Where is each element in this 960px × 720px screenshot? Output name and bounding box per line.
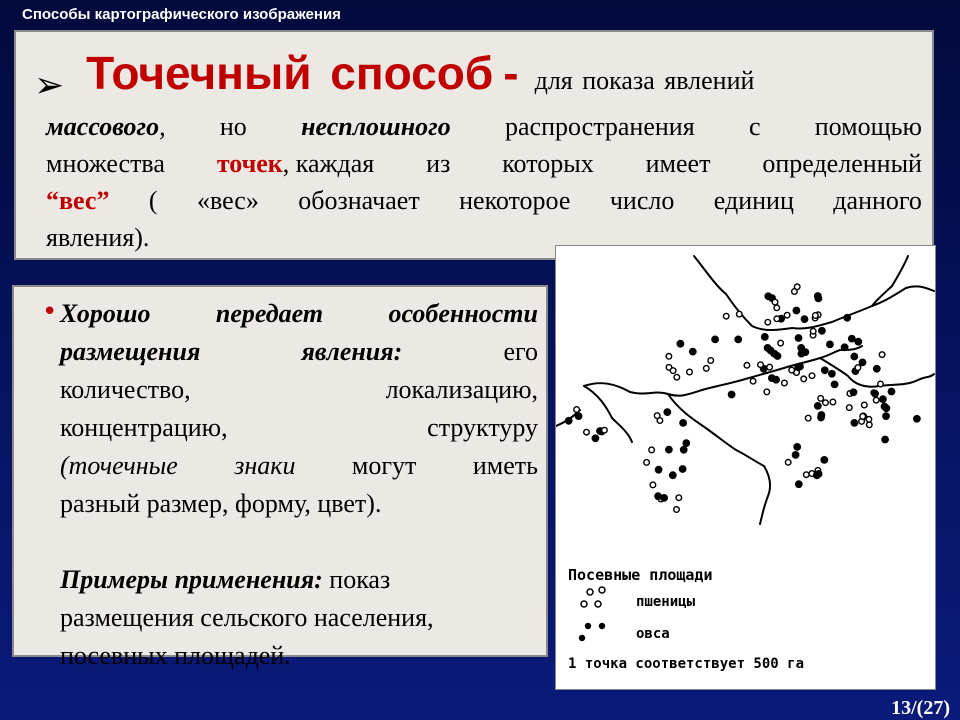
word: его — [503, 337, 538, 366]
oats-dot — [566, 418, 572, 424]
oats-dot — [883, 405, 889, 411]
word: структуру — [427, 413, 538, 442]
word: некоторое — [459, 186, 571, 215]
properties-box — [12, 285, 548, 670]
word: локализацию, — [385, 375, 538, 404]
slide-title: Точечный способ — [86, 47, 494, 99]
wheat-dot — [723, 313, 729, 319]
oats-dot — [728, 391, 734, 397]
wheat-dot — [789, 367, 795, 373]
oats-dot — [677, 341, 683, 347]
oats-dot — [815, 295, 821, 301]
prop-line-1 — [60, 295, 538, 333]
wheat-dot — [784, 312, 790, 318]
oats-dot — [793, 307, 799, 313]
wheat-dot — [774, 305, 780, 311]
word: количество, — [60, 375, 191, 404]
wheat-dot — [708, 358, 714, 364]
word: обозначает — [298, 186, 420, 215]
oats-dot — [819, 328, 825, 334]
desc-line-1 — [46, 108, 922, 145]
word: иметь — [472, 451, 538, 480]
oats-dot — [815, 403, 821, 409]
oats-dot — [680, 420, 686, 426]
word: но — [219, 112, 247, 141]
word: концентрацию, — [60, 413, 228, 442]
word: передает — [215, 299, 324, 328]
oats-dot — [794, 444, 800, 450]
wheat-dot — [860, 414, 866, 420]
wheat-dot — [767, 364, 773, 370]
prop-line-2 — [60, 333, 538, 371]
wheat-dot — [810, 328, 816, 334]
examples-label: Примеры применения: — [60, 565, 323, 594]
oats-dot — [683, 440, 689, 446]
wheat-dot — [654, 413, 660, 419]
wheat-dot — [855, 365, 861, 371]
word: «вес» — [196, 186, 259, 215]
oats-dot — [655, 493, 661, 499]
wheat-dot — [847, 405, 853, 411]
oats-dot — [851, 353, 857, 359]
wheat-dot — [644, 460, 650, 466]
oats-dot — [773, 377, 779, 383]
wheat-dot — [649, 447, 655, 453]
word: , каждая — [282, 149, 375, 178]
word: распространения — [505, 112, 695, 141]
oats-dot — [882, 436, 888, 442]
wheat-dot — [650, 482, 656, 488]
word: разный размер, форму, цвет). — [60, 489, 382, 518]
oats-dot — [818, 414, 824, 420]
oats-dot — [798, 350, 804, 356]
word: явления: — [301, 337, 403, 366]
oats-dot — [666, 446, 672, 452]
definition-box — [14, 30, 934, 260]
word: (точечные — [60, 451, 178, 480]
filled-dots-symbol-icon — [568, 616, 628, 648]
wheat-dot — [674, 374, 680, 380]
wheat-dot — [867, 422, 873, 428]
wheat-dot — [778, 340, 784, 346]
arrow-bullet-icon: ➢ — [34, 64, 65, 106]
oats-dot — [764, 345, 770, 351]
oats-dot — [795, 364, 801, 370]
oats-dot — [872, 391, 878, 397]
word: особенности — [388, 299, 538, 328]
wheat-dot — [794, 284, 800, 290]
wheat-dot — [750, 378, 756, 384]
word: определенный — [762, 149, 922, 178]
wheat-dot — [804, 472, 810, 478]
oats-dot — [792, 452, 798, 458]
desc-line-2 — [46, 145, 922, 182]
oats-dot — [771, 351, 777, 357]
word: множества — [46, 149, 165, 178]
wheat-dot — [809, 373, 815, 379]
term-weight: “вес” — [46, 186, 110, 215]
term-mass: массового — [46, 112, 160, 141]
wheat-dot — [764, 389, 770, 395]
open-dots-symbol-icon — [568, 584, 628, 616]
river-sw — [584, 386, 632, 442]
definition-text — [46, 108, 922, 256]
wheat-dot — [823, 400, 829, 406]
oats-dot — [841, 344, 847, 350]
wheat-dot — [774, 316, 780, 322]
word: знаки — [234, 451, 296, 480]
title-line — [34, 46, 754, 106]
wheat-dot — [758, 362, 764, 368]
oats-dot — [679, 466, 685, 472]
oats-dot — [735, 336, 741, 342]
oats-dot — [855, 339, 861, 345]
word: помощью — [814, 112, 922, 141]
comma: , — [159, 112, 166, 141]
wheat-dot — [782, 380, 788, 386]
word: единиц — [713, 186, 794, 215]
oats-dot — [822, 367, 828, 373]
wheat-dot — [744, 363, 750, 369]
oats-dot — [765, 293, 771, 299]
map-dots — [566, 284, 921, 512]
word: из — [426, 149, 451, 178]
oats-dot — [670, 472, 676, 478]
oats-dot — [831, 381, 837, 387]
wheat-dot — [765, 319, 771, 325]
word: могут — [351, 451, 417, 480]
examples-line-3: посевных площадей. — [60, 641, 291, 670]
title-rest: для показа явлений — [534, 66, 755, 95]
oats-dot — [874, 366, 880, 372]
oats-dot — [762, 334, 768, 340]
properties-text — [60, 295, 538, 675]
rivers — [556, 256, 934, 524]
oats-dot — [888, 388, 894, 394]
map-legend — [568, 566, 928, 672]
page-number: 13/(27) — [891, 697, 950, 719]
oats-dot — [883, 413, 889, 419]
wheat-dot — [830, 399, 836, 405]
oats-dot — [851, 420, 857, 426]
wheat-dot — [813, 313, 819, 319]
oats-dot — [914, 416, 920, 422]
wheat-dot — [878, 381, 884, 387]
legend-row-oats — [568, 616, 928, 648]
header-title: Способы картографического изображения — [22, 6, 341, 23]
examples-line-1 — [60, 561, 538, 599]
word: явления). — [46, 223, 150, 252]
oats-dot — [829, 371, 835, 377]
wheat-dot — [873, 397, 879, 403]
word: данного — [833, 186, 922, 215]
legend-scale: 1 точка соответствует 500 га — [568, 656, 805, 672]
word: ( — [148, 186, 158, 215]
legend-title: Посевные площади — [568, 566, 713, 584]
oats-dot — [850, 389, 856, 395]
wheat-dot — [772, 299, 778, 305]
oats-dot — [690, 348, 696, 354]
wheat-dot — [666, 354, 672, 360]
prop-line-6 — [60, 485, 538, 523]
oats-dot — [814, 472, 820, 478]
wheat-dot — [805, 415, 811, 421]
term-non-continuous: несплошного — [301, 112, 451, 141]
wheat-dot — [674, 507, 680, 513]
title-dash: - — [503, 47, 519, 99]
oats-dot — [712, 336, 718, 342]
prop-line-3 — [60, 371, 538, 409]
wheat-dot — [879, 352, 885, 358]
bullet-dot-icon: • — [42, 297, 58, 327]
oats-dot — [801, 316, 807, 322]
word: число — [609, 186, 675, 215]
wheat-dot — [818, 396, 824, 402]
oats-dot — [821, 457, 827, 463]
prop-line-5 — [60, 447, 538, 485]
river-middle — [584, 346, 862, 396]
oats-dot — [655, 467, 661, 473]
legend-wheat-label: пшеницы — [636, 594, 696, 610]
wheat-dot — [862, 402, 868, 408]
word: имеет — [645, 149, 711, 178]
legend-row-wheat — [568, 584, 928, 616]
desc-line-3 — [46, 182, 922, 219]
wheat-dot — [785, 460, 791, 466]
oats-dot — [681, 447, 687, 453]
oats-dot — [664, 409, 670, 415]
term-dots: точек — [216, 149, 283, 178]
oats-dot — [844, 315, 850, 321]
wheat-dot — [676, 495, 682, 501]
oats-dot — [880, 396, 886, 402]
wheat-dot — [737, 311, 743, 317]
oats-dot — [575, 413, 581, 419]
dot-map-figure — [555, 245, 936, 690]
legend-oats-label: овса — [636, 626, 670, 642]
word: которых — [502, 149, 594, 178]
prop-line-4 — [60, 409, 538, 447]
word: с — [748, 112, 761, 141]
wheat-dot — [574, 407, 580, 413]
oats-dot — [827, 341, 833, 347]
word: показ — [329, 565, 391, 594]
wheat-dot — [602, 427, 608, 433]
wheat-dot — [801, 376, 807, 382]
oats-dot — [859, 359, 865, 365]
oats-dot — [795, 335, 801, 341]
spacer — [60, 523, 538, 561]
oats-dot — [849, 335, 855, 341]
oats-dot — [592, 435, 598, 441]
wheat-dot — [584, 429, 590, 435]
oats-dot — [796, 481, 802, 487]
word: Хорошо — [60, 299, 151, 328]
wheat-dot — [704, 366, 710, 372]
wheat-dot — [687, 369, 693, 375]
examples-line-2: размещения сельского населения, — [60, 603, 434, 632]
word: размещения — [60, 337, 201, 366]
wheat-dot — [670, 368, 676, 374]
river-south — [668, 394, 770, 524]
